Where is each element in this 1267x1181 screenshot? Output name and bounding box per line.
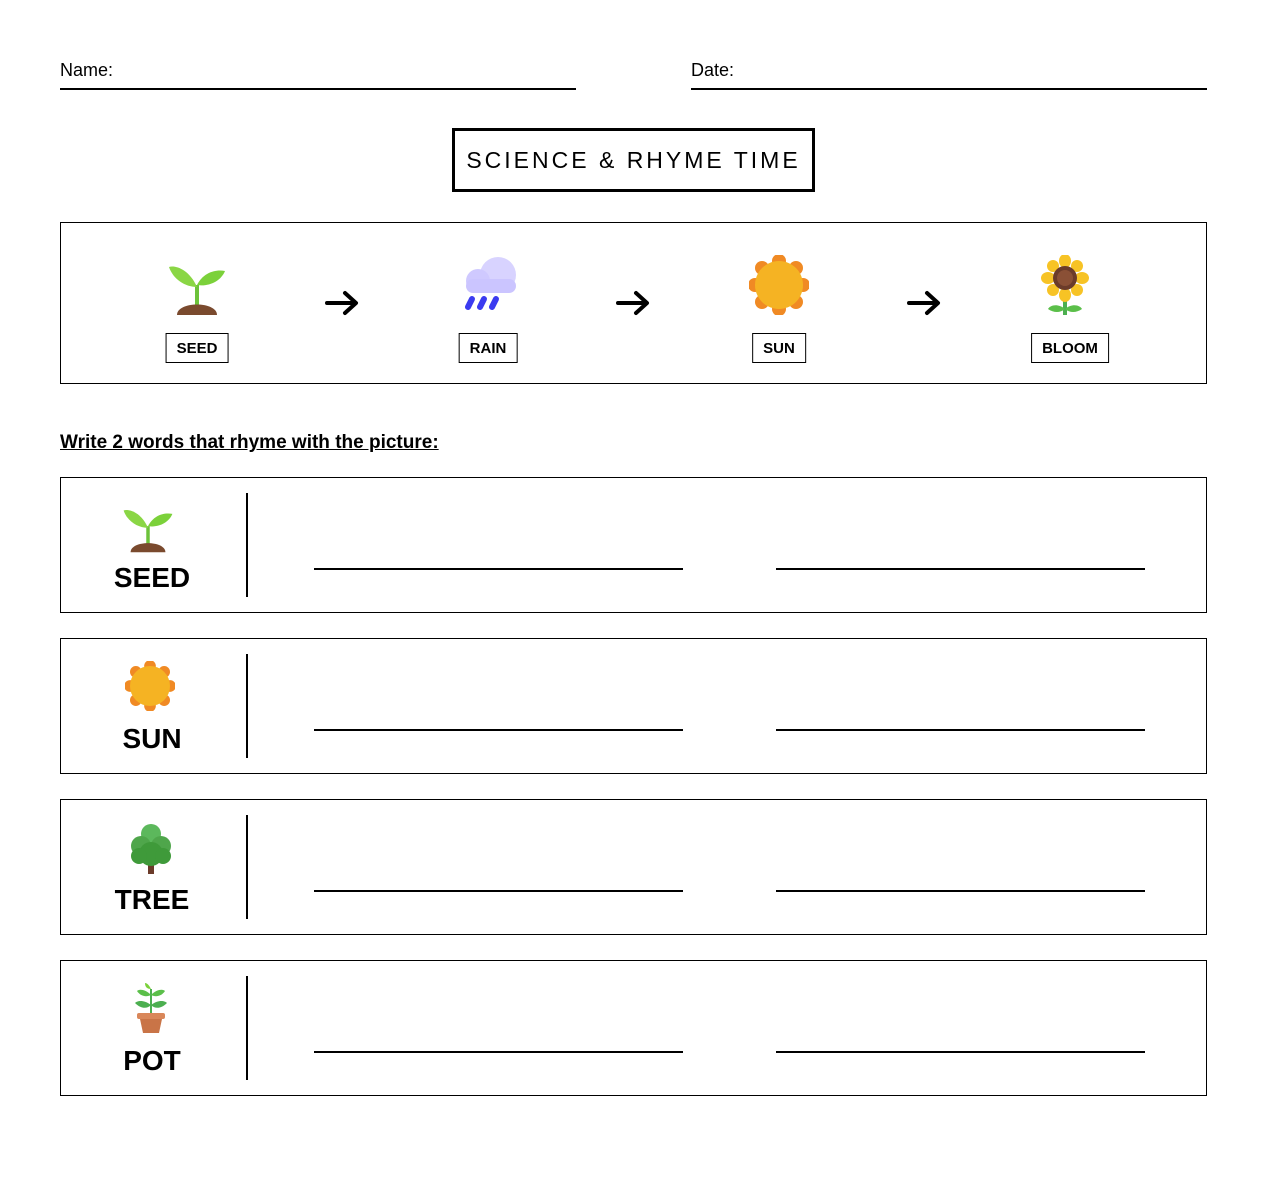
rhyme-instruction: Write 2 words that rhyme with the picture: [60, 432, 439, 453]
rhyme-row-sun [60, 638, 1207, 774]
right-arrow-icon [614, 283, 654, 323]
tree-icon [129, 822, 173, 876]
answer-line-1[interactable] [314, 890, 683, 892]
cycle-stage-sun [709, 253, 849, 365]
name-field[interactable] [60, 58, 576, 90]
seedling-icon [167, 255, 227, 317]
answer-line-1[interactable] [314, 568, 683, 570]
sunflower-icon [1040, 255, 1090, 317]
plant-cycle-panel [60, 222, 1207, 384]
page-title: SCIENCE & RHYME TIME [466, 146, 801, 173]
answer-line-2[interactable] [776, 729, 1145, 731]
sun-icon [125, 661, 175, 711]
rain-cloud-icon [458, 255, 520, 313]
row-divider [246, 654, 248, 758]
right-arrow-icon [323, 283, 363, 323]
row-divider [246, 493, 248, 597]
row-divider [246, 976, 248, 1080]
name-label: Name: [60, 60, 114, 80]
cycle-stage-bloom [1000, 253, 1140, 365]
rhyme-row-tree [60, 799, 1207, 935]
potted-plant-icon [133, 983, 169, 1035]
cycle-stage-label: SEED [166, 333, 229, 363]
cycle-stage-rain [418, 253, 558, 365]
answer-line-2[interactable] [776, 568, 1145, 570]
rhyme-word: SEED [113, 562, 191, 593]
answer-line-1[interactable] [314, 729, 683, 731]
right-arrow-icon [905, 283, 945, 323]
answer-line-2[interactable] [776, 1051, 1145, 1053]
date-label: Date: [691, 60, 735, 80]
row-divider [246, 815, 248, 919]
title-box [452, 128, 815, 192]
cycle-stage-seed [127, 253, 267, 365]
date-field[interactable] [691, 58, 1207, 90]
rhyme-row-pot [60, 960, 1207, 1096]
seedling-icon [121, 500, 175, 554]
rhyme-word: SUN [122, 723, 182, 754]
rhyme-word: TREE [114, 884, 190, 915]
rhyme-word: POT [123, 1045, 181, 1076]
sun-icon [749, 255, 809, 315]
answer-line-2[interactable] [776, 890, 1145, 892]
cycle-stage-label: BLOOM [1031, 333, 1109, 363]
cycle-stage-label: SUN [752, 333, 806, 363]
answer-line-1[interactable] [314, 1051, 683, 1053]
cycle-stage-label: RAIN [459, 333, 518, 363]
rhyme-row-seed [60, 477, 1207, 613]
